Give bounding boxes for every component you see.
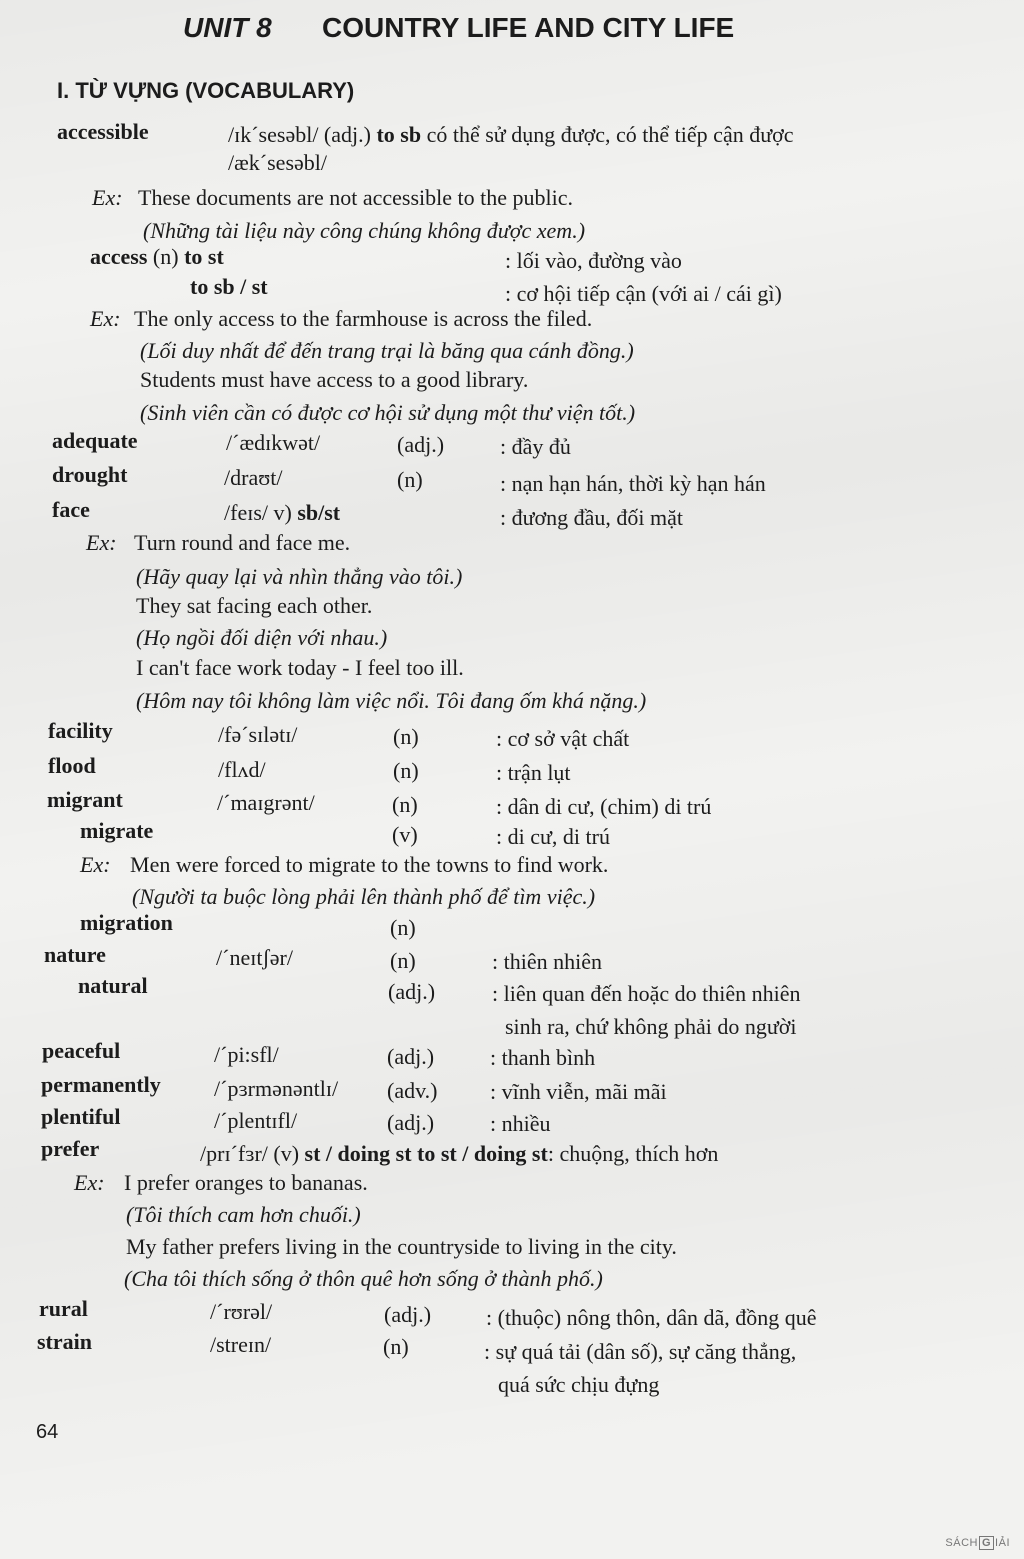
example-translation: (Người ta buộc lòng phải lên thành phố để tìm việc.) — [132, 884, 596, 909]
headword-permanently: permanently — [41, 1072, 161, 1097]
meaning: : thanh bình — [490, 1045, 596, 1070]
example-label: Ex: — [90, 306, 121, 331]
example-translation: (Lối duy nhất để đến trang trại là băng qua cánh đồng.) — [140, 338, 634, 363]
headword-nature: nature — [44, 942, 106, 967]
example-translation: (Tôi thích cam hơn chuối.) — [126, 1202, 361, 1227]
example-line — [86, 530, 350, 556]
pronunciation: /prɪ´fɜr/ (v) — [200, 1141, 300, 1166]
page-title: COUNTRY LIFE AND CITY LIFE — [322, 12, 735, 43]
pronunciation: /´ædɪkwət/ — [226, 430, 321, 455]
example-line — [74, 1170, 368, 1196]
show-through-text — [860, 20, 865, 43]
example-label: Ex: — [92, 185, 123, 210]
meaning: : nạn hạn hán, thời kỳ hạn hán — [500, 471, 766, 496]
usage-pattern: to sb — [376, 122, 422, 147]
pronunciation: /draʊt/ — [224, 465, 283, 490]
headword-facility: facility — [48, 718, 113, 743]
meaning: : đương đầu, đối mặt — [500, 505, 684, 530]
example-line — [80, 852, 608, 878]
pronunciation: /´maɪgrənt/ — [217, 790, 315, 815]
headword-flood: flood — [48, 753, 96, 778]
part-of-speech: (adj.) — [387, 1044, 435, 1069]
headword-migration: migration — [80, 910, 173, 935]
example-translation: (Sinh viên cần có được cơ hội sử dụng một thư viện tốt.) — [140, 400, 636, 425]
entry-accessible-definition — [228, 122, 794, 148]
headword-peaceful: peaceful — [42, 1038, 121, 1063]
example-line — [92, 185, 573, 211]
entry-prefer-definition — [200, 1141, 718, 1167]
pronunciation: /flʌd/ — [218, 757, 266, 782]
part-of-speech: (n) — [392, 792, 418, 817]
part-of-speech: (adj.) — [387, 1110, 435, 1135]
part-of-speech: (n) — [397, 467, 423, 492]
pronunciation: /´neɪtʃər/ — [216, 945, 293, 970]
part-of-speech: (v) — [392, 822, 418, 847]
part-of-speech: (adv.) — [387, 1078, 438, 1103]
brand-text-left: SÁCH — [945, 1537, 978, 1549]
example-label: Ex: — [80, 852, 111, 877]
example-line — [90, 306, 592, 332]
example-sentence: Men were forced to migrate to the towns to find work. — [130, 852, 609, 877]
example-sentence: My father prefers living in the countryside to living in the city. — [126, 1234, 677, 1259]
pronunciation: /´pɜrmənəntlɪ/ — [214, 1076, 339, 1101]
section-heading: I. TỪ VỰNG (VOCABULARY) — [57, 78, 355, 103]
example-label: Ex: — [74, 1170, 105, 1195]
meaning: : sự quá tải (dân số), sự căng thẳng, — [484, 1339, 797, 1364]
headword-strain: strain — [37, 1329, 92, 1354]
headword-drought: drought — [52, 462, 128, 487]
brand-logo-box: G — [979, 1536, 994, 1550]
example-translation: (Những tài liệu này công chúng không được xem.) — [143, 218, 586, 243]
meaning-continued: quá sức chịu đựng — [498, 1372, 660, 1397]
meaning: : cơ sở vật chất — [496, 726, 630, 751]
meaning: : thiên nhiên — [492, 949, 602, 974]
pronunciation: /´rʊrəl/ — [210, 1299, 273, 1324]
pronunciation: /´pi:sfl/ — [214, 1042, 279, 1067]
example-translation: (Hôm nay tôi không làm việc nổi. Tôi đang ốm khá nặng.) — [136, 688, 647, 713]
pronunciation: /streɪn/ — [210, 1332, 272, 1357]
unit-label: UNIT 8 — [183, 12, 272, 43]
pronunciation: /´plentɪfl/ — [214, 1108, 298, 1133]
entry-access — [90, 244, 224, 270]
meaning: : cơ hội tiếp cận (với ai / cái gì) — [505, 281, 782, 306]
headword-face: face — [52, 497, 90, 522]
headword-migrant: migrant — [47, 787, 123, 812]
pronunciation: /fə´sɪlətɪ/ — [218, 722, 298, 747]
meaning: : vĩnh viễn, mãi mãi — [490, 1079, 667, 1104]
meaning-continued: sinh ra, chứ không phải do người — [505, 1014, 797, 1039]
usage-pattern: sb/st — [297, 500, 341, 525]
usage-pattern: to st — [184, 244, 224, 269]
page-number: 64 — [36, 1421, 59, 1443]
meaning: : chuộng, thích hơn — [547, 1141, 719, 1166]
example-sentence: They sat facing each other. — [136, 593, 373, 618]
headword-access: access — [90, 244, 148, 269]
part-of-speech: (n) — [393, 758, 419, 783]
example-sentence: Students must have access to a good library. — [140, 367, 529, 392]
headword-natural: natural — [78, 973, 148, 998]
part-of-speech: (adj.) — [388, 979, 436, 1004]
meaning: : (thuộc) nông thôn, dân dã, đồng quê — [486, 1305, 817, 1330]
brand-text-right: IẢI — [995, 1537, 1010, 1549]
part-of-speech: (n) — [393, 724, 419, 749]
headword-accessible: accessible — [57, 119, 149, 144]
part-of-speech: (adj.) — [384, 1302, 432, 1327]
entry-face-definition — [224, 500, 340, 526]
example-sentence: These documents are not accessible to the public. — [138, 185, 573, 210]
meaning: : lối vào, đường vào — [505, 248, 682, 273]
meaning: : trận lụt — [496, 760, 571, 785]
example-sentence: The only access to the farmhouse is across the filed. — [134, 306, 593, 331]
part-of-speech: (adj.) — [397, 432, 445, 457]
pronunciation: /ɪk´sesəbl/ (adj.) — [228, 122, 371, 147]
meaning: : nhiều — [490, 1111, 551, 1136]
part-of-speech: (n) — [383, 1334, 409, 1359]
part-of-speech: (n) — [390, 915, 416, 940]
part-of-speech: (n) — [152, 244, 179, 269]
example-sentence: I can't face work today - I feel too ill. — [136, 655, 464, 680]
meaning: : di cư, di trú — [496, 824, 610, 849]
example-label: Ex: — [86, 530, 117, 555]
pronunciation-alt: /æk´sesəbl/ — [228, 150, 327, 175]
pronunciation: /feɪs/ v) — [224, 500, 292, 525]
headword-prefer: prefer — [41, 1136, 100, 1161]
headword-migrate: migrate — [80, 818, 154, 843]
usage-pattern: to sb / st — [190, 274, 268, 299]
meaning: : dân di cư, (chim) di trú — [496, 794, 712, 819]
brand-watermark — [945, 1536, 1010, 1550]
meaning: : đầy đủ — [500, 434, 571, 459]
headword-plentiful: plentiful — [41, 1104, 121, 1129]
example-translation: (Hãy quay lại và nhìn thẳng vào tôi.) — [136, 564, 463, 589]
example-sentence: I prefer oranges to bananas. — [124, 1170, 368, 1195]
example-translation: (Cha tôi thích sống ở thôn quê hơn sống ở thành phố.) — [124, 1266, 603, 1291]
example-translation: (Họ ngồi đối diện với nhau.) — [136, 625, 388, 650]
usage-pattern: st / doing st to st / doing st — [304, 1141, 548, 1166]
example-sentence: Turn round and face me. — [134, 530, 351, 555]
meaning: có thể sử dụng được, có thể tiếp cận được — [426, 122, 794, 147]
meaning: : liên quan đến hoặc do thiên nhiên — [492, 981, 801, 1006]
part-of-speech: (n) — [390, 948, 416, 973]
headword-adequate: adequate — [52, 428, 138, 453]
headword-rural: rural — [39, 1296, 88, 1321]
